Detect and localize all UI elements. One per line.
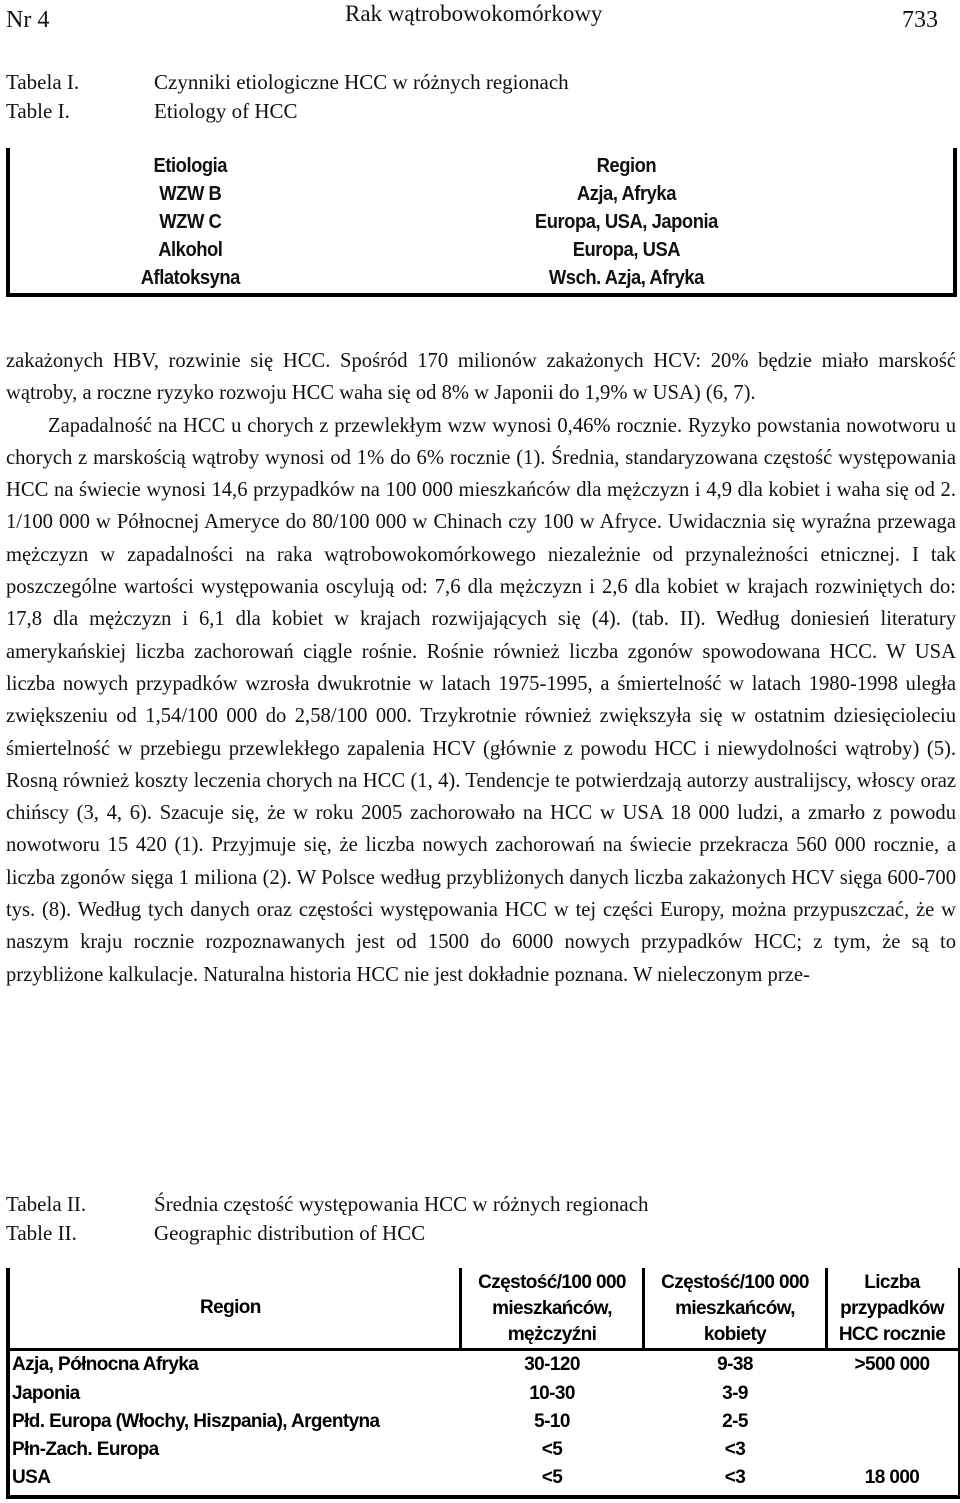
table1-label-pl: Tabela I. [6,70,80,94]
men-header-line2: mieszkańców, [492,1298,612,1319]
men-cell: 5-10 [534,1411,570,1432]
region-cell: Japonia [12,1383,80,1404]
table2-title-en: Geographic distribution of HCC [154,1221,426,1245]
region-cell: Płd. Europa (Włochy, Hiszpania), Argentyna [12,1411,380,1432]
table-row [10,236,878,264]
women-header-line1: Częstość/100 000 [661,1272,809,1293]
issue-number: Nr 4 [6,7,50,33]
women-cell: 9-38 [717,1354,753,1375]
paragraph: Zapadalność na HCC u chorych z przewlekłym wzw wynosi 0,46% rocznie. Ryzyko powstania nowotworu u chorych z marskością wątroby wynosi od 1% do 6% rocznie (1). Średnia, standaryzowana częstość występowania HCC na świecie wynosi 14,6 przypadków na 100 000 mieszkańców dla mężczyzn i 4,9 dla kobiet i waha się od 2. 1/100 000 w Północnej Ameryce do 80/100 000 w Chinach czy 100 w Afryce. Uwidacznia się wyraźna przewaga mężczyzn w zapadalności na raka wątrobowokomórkowego niezależnie od przynależności etnicznej. I tak poszczególne wartości występowania oscylują od: 7,6 dla mężczyzn i 2,6 dla kobiet w krajach rozwiniętych do: 17,8 dla mężczyzn i 6,1 dla kobiet w krajach rozwijających się (4). (tab. II). Według doniesień literatury amerykańskiej liczba zachorowań ciągle rośnie. Rośnie również liczba zgonów spowodowana HCC. W USA liczba nowych przypadków wzrosła dwukrotnie w latach 1975-1995, a śmiertelność w latach 1980-1998 uległa zwiększeniu od 1,54/100 000 do 2,58/100 000. Trzykrotnie również zwiększyła się w ostatnim dziesięcioleciu śmiertelność w przebiegu przewlekłego zapalenia HCV (głównie z powodu HCC i niewydolności wątroby) (5). Rosną również koszty leczenia chorych na HCC (1, 4). Tendencje te potwierdzają autorzy australijscy, włoscy oraz chińscy (3, 4, 6). Szacuje się, że w roku 2005 zachorowało na HCC w USA 18 000 ludzi, a zmarło z powodu nowotworu 15 420 (1). Przyjmuje się, że liczba nowych zachorowań na świecie przekracza 560 000 rocznie, a liczba zgonów sięga 1 miliona (2). W Polsce według przybliżonych danych liczba zakażonych HCV sięga 600-700 tys. (8). Według tych danych oraz częstości występowania HCC w tej części Europy, można przypuszczać, że w naszym kraju rocznie rozpoznawanych jest od 1500 do 6000 nowych przypadków HCC; z tym, że są to przybliżone kalkulacje. Naturalna historia HCC nie jest dokładnie poznana. W nieleczonym prze- [6,414,956,986]
men-header-line3: mężczyźni [507,1324,597,1345]
men-cell: <5 [541,1467,563,1488]
men-cell: <5 [541,1439,563,1460]
region-cell: Azja, Afryka [576,183,676,205]
page-number: 733 [902,7,938,33]
table1-title-pl: Czynniki etiologiczne HCC w różnych regionach [154,70,569,94]
paragraph: zakażonych HBV, rozwinie się HCC. Spośród 170 milionów zakażonych HCV: 20% będzie miało marskość wątroby, a roczne ryzyko rozwoju HCC waha się od 8% w Japonii do 1,9% w USA) (6, 7). [6,350,956,405]
table2-title-pl: Średnia częstość występowania HCC w różnych regionach [154,1192,649,1216]
women-header-line2: mieszkańców, [675,1298,795,1319]
article-body [6,345,956,991]
region-cell: Europa, USA [572,239,681,261]
region-cell: Wsch. Azja, Afryka [548,267,704,289]
etiology-cell: WZW C [159,211,222,233]
table2-label-en: Table II. [6,1221,77,1245]
men-cell: 30-120 [524,1354,580,1375]
women-cell: <3 [724,1439,746,1460]
table2-label-pl: Tabela II. [6,1192,87,1216]
table-row [10,264,878,292]
women-cell: 2-5 [722,1411,748,1432]
cases-header-line2: przypadków [840,1298,944,1319]
running-title: Rak wątrobowokomórkowy [345,1,603,26]
etiology-table-header [10,152,878,180]
cases-cell: 18 000 [864,1467,920,1488]
table1-label-en: Table I. [6,99,70,123]
geographic-distribution-table [6,1268,960,1499]
women-cell: <3 [724,1467,746,1488]
table-row [10,180,878,208]
region-cell: Płn-Zach. Europa [12,1439,159,1460]
region-header: Region [596,155,657,177]
region-header: Region [200,1297,261,1318]
men-cell: 10-30 [529,1383,575,1404]
cases-header-line3: HCC rocznie [838,1324,946,1345]
men-header-line1: Częstość/100 000 [478,1272,626,1293]
etiology-header: Etiologia [153,155,228,177]
header-rule [10,1348,958,1351]
etiology-cell: Alkohol [158,239,223,261]
etiology-cell: Aflatoksyna [140,267,240,289]
women-cell: 3-9 [722,1383,748,1404]
table-row [10,208,878,236]
table1-title-en: Etiology of HCC [154,99,298,123]
cases-header-line1: Liczba [864,1272,920,1293]
etiology-table [6,148,957,297]
region-cell: Europa, USA, Japonia [534,211,718,233]
women-header-line3: kobiety [703,1324,767,1345]
etiology-cell: WZW B [159,183,222,205]
region-cell: Azja, Północna Afryka [12,1354,199,1375]
region-cell: USA [12,1467,51,1488]
cases-cell: >500 000 [854,1354,930,1375]
